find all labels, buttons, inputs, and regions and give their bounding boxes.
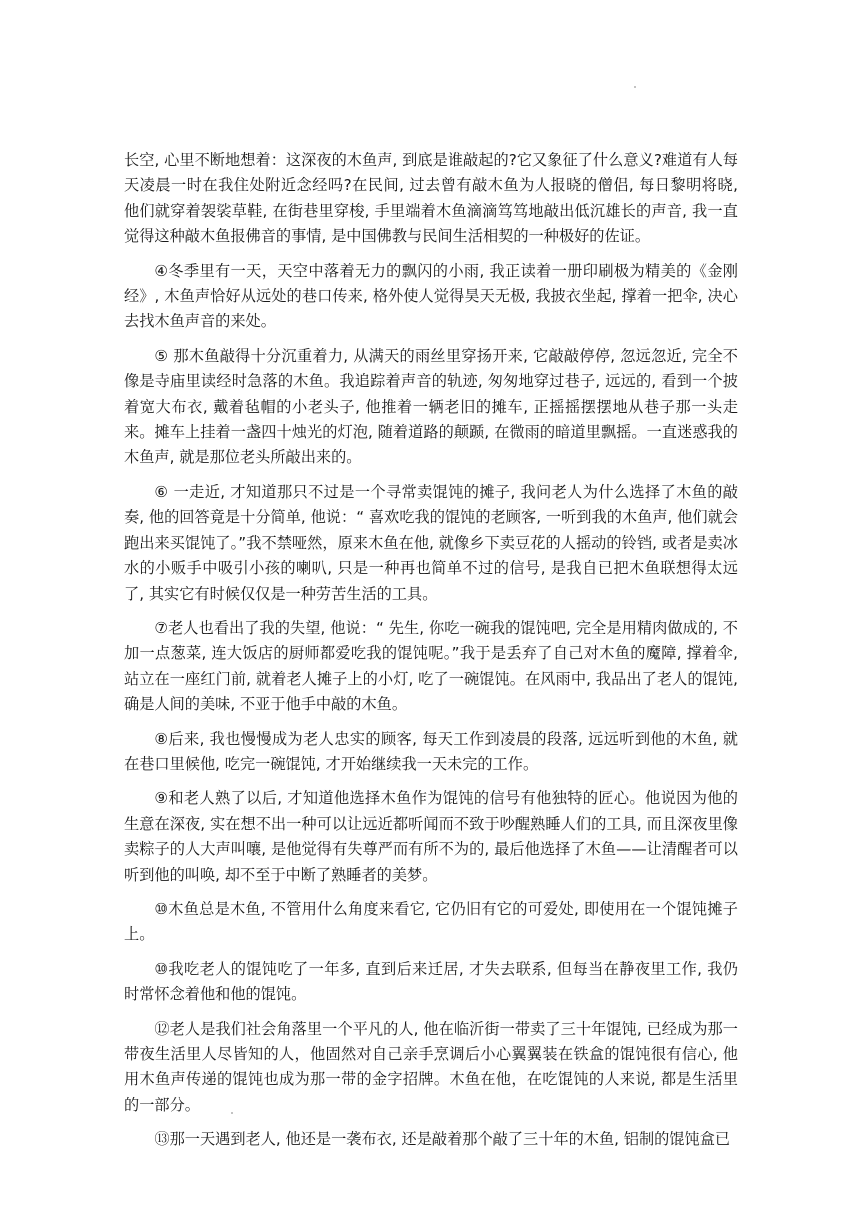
paragraph-5: ⑤ 那木鱼敲得十分沉重着力, 从满天的雨丝里穿扬开来, 它敲敲停停, 忽远忽近, 完全不像是寺庙里读经时急落的木鱼。我追踪着声音的轨迹, 匆匆地穿过巷子, 远远的, 看到一个披着宽大布衣, 戴着毡帽的小老头子, 他推着一辆老旧的摊车, 正摇摇摆摆地从巷子那一头走来。摊车上挂着一盏四十烛光的灯泡, 随着道路的颠踬, 在微雨的暗道里飘摇。一直迷惑我的木鱼声, 就是那位老头所敲出来的。: [124, 346, 738, 467]
header-mark: [634, 86, 636, 88]
paragraph-13: ⑬那一天遇到老人, 他还是一袭布衣, 还是敲着那个敲了三十年的木鱼, 铝制的馄饨盒已: [154, 1130, 731, 1149]
paragraph-10: ⑩木鱼总是木鱼, 不管用什么角度来看它, 它仍旧有它的可爱处, 即使用在一个馄饨摊子上。: [124, 899, 738, 944]
paragraph-12: ⑫老人是我们社会角落里一个平凡的人, 他在临沂街一带卖了三十年馄饨, 已经成为那一带夜生活里人尽皆知的人，他固然对自己亲手烹调后小心翼翼装在铁盒的馄饨很有信心, 他用木鱼声传递的馄饨也成为那一带的金字招牌。木鱼在他，在吃馄饨的人来说, 都是生活里的一部分。: [124, 1019, 738, 1114]
paragraph-4: ④冬季里有一天，天空中落着无力的飘闪的小雨, 我正读着一册印刷极为精美的《金刚经》, 木鱼声恰好从远处的巷口传来, 格外使人觉得昊天无极, 我披衣坐起, 撑着一把伞, 决心去找木鱼声音的来处。: [124, 261, 738, 331]
paragraph-7: ⑦老人也看出了我的失望, 他说：“ 先生, 你吃一碗我的馄饨吧, 完全是用精肉做成的, 不加一点葱菜, 连大饭店的厨师都爱吃我的馄饨呢。”我于是丢弃了自己对木鱼的魔障, 撑着伞, 站立在一座红门前, 就着老人摊子上的小灯, 吃了一碗馄饨。在风雨中, 我品出了老人的馄饨, 确是人间的美味, 不亚于他手中敲的木鱼。: [124, 618, 738, 714]
paragraph-8: ⑧后来, 我也慢慢成为老人忠实的顾客, 每天工作到凌晨的段落, 远远听到他的木鱼, 就在巷口里候他, 吃完一碗馄饨, 才开始继续我一天未完的工作。: [124, 729, 738, 773]
article-body: [124, 148, 738, 1162]
paragraph-6: ⑥ 一走近, 才知道那只不过是一个寻常卖馄饨的摊子, 我问老人为什么选择了木鱼的敲奏, 他的回答竟是十分简单, 他说：“ 喜欢吃我的馄饨的老顾客, 一听到我的木鱼声, 他们就会跑出来买馄饨了。”我不禁哑然，原来木鱼在他, 就像乡下卖豆花的人摇动的铃铛, 或者是卖冰水的小贩手中吸引小孩的喇叭, 只是一种再也简单不过的信号, 是我自已把木鱼联想得太远了, 其实它有时候仅仅是一种劳苦生活的工具。: [124, 482, 738, 603]
paragraph-continued: 长空, 心里不断地想着：这深夜的木鱼声, 到底是谁敲起的?它又象征了什么意义?难道有人每天凌晨一时在我住处附近念经吗?在民间, 过去曾有敲木鱼为人报晓的僧侣, 每日黎明将晓, 他们就穿着袈裟草鞋, 在街巷里穿梭, 手里端着木鱼滴滴笃笃地敲出低沉雄长的声音, 我一直觉得这种敲木鱼报佛音的事情, 是中国佛教与民间生活相契的一种极好的佐证。: [124, 151, 738, 246]
paragraph-11: ⑩我吃老人的馄饨吃了一年多, 直到后来迁居, 才失去联系, 但每当在静夜里工作, 我仍时常怀念着他和他的馄饨。: [124, 959, 738, 1004]
paragraph-9: ⑨和老人熟了以后, 才知道他选择木鱼作为馄饨的信号有他独特的匠心。他说因为他的生意在深夜, 实在想不出一种可以让远近都听闻而不致于吵醒熟睡人们的工具, 而且深夜里像卖粽子的人大声叫嚷, 是他觉得有失尊严而有所不为的, 最后他选择了木鱼——让清醒者可以听到他的叫唤, 却不至于中断了熟睡者的美梦。: [124, 789, 738, 884]
footer-mark: [231, 1112, 233, 1114]
